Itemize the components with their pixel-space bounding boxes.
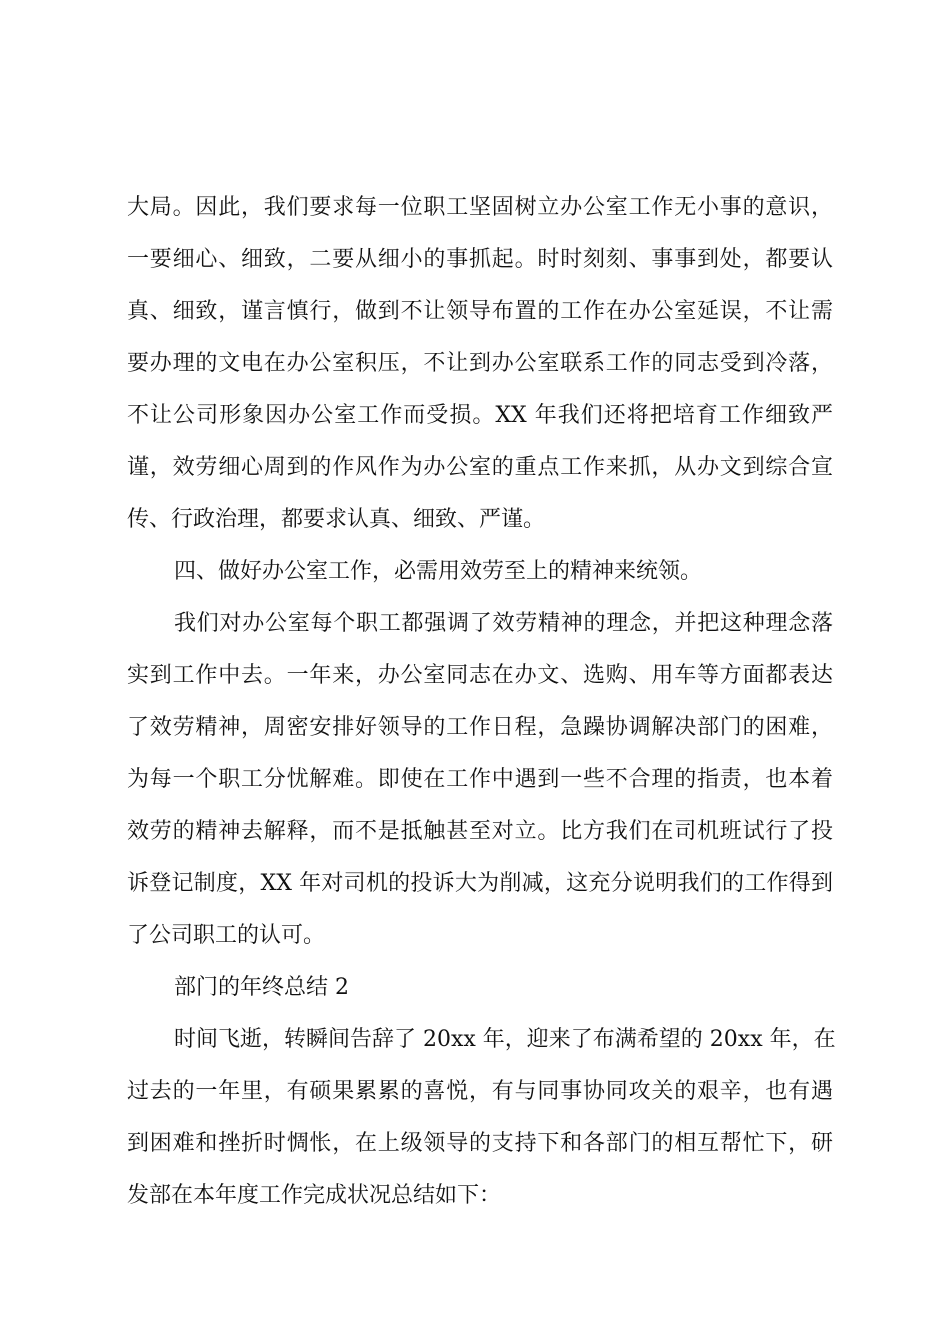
section-title: 部门的年终总结 2 [174, 975, 349, 1000]
paragraph-line: 发部在本年度工作完成状况总结如下： [127, 1183, 502, 1208]
section-title-summary-2 [127, 962, 833, 1014]
heading-line: 四、做好办公室工作，必需用效劳至上的精神来统领。 [174, 559, 703, 584]
paragraph-line: 不让公司形象因办公室工作而受损。XX 年我们还将把培育工作细致严 [127, 403, 833, 428]
paragraph-line: 真、细致，谨言慎行，做到不让领导布置的工作在办公室延误，不让需 [127, 299, 833, 324]
document-body [127, 182, 836, 1222]
paragraph-line: 了公司职工的认可。 [127, 923, 326, 948]
paragraph-line: 传、行政治理，都要求认真、细致、严谨。 [127, 507, 546, 532]
paragraph-line: 诉登记制度，XX 年对司机的投诉大为削减，这充分说明我们的工作得到 [127, 871, 833, 896]
paragraph-service [127, 598, 833, 962]
paragraph-rd-intro [127, 1014, 836, 1222]
paragraph-line: 效劳的精神去解释，而不是抵触甚至对立。比方我们在司机班试行了投 [127, 819, 833, 844]
paragraph-line: 时间飞逝，转瞬间告辞了 20xx 年，迎来了布满希望的 20xx 年，在 [174, 1027, 836, 1052]
paragraph-line: 我们对办公室每个职工都强调了效劳精神的理念，并把这种理念落 [174, 611, 833, 636]
paragraph-discipline [127, 182, 833, 546]
paragraph-line: 一要细心、细致，二要从细小的事抓起。时时刻刻、事事到处，都要认 [127, 247, 833, 272]
paragraph-line: 谨，效劳细心周到的作风作为办公室的重点工作来抓，从办文到综合宣 [127, 455, 833, 480]
paragraph-line: 大局。因此，我们要求每一位职工坚固树立办公室工作无小事的意识， [127, 195, 833, 220]
paragraph-line: 了效劳精神，周密安排好领导的工作日程，急躁协调解决部门的困难， [127, 715, 833, 740]
section-heading-four [127, 546, 833, 598]
paragraph-line: 到困难和挫折时惆怅，在上级领导的支持下和各部门的相互帮忙下，研 [127, 1131, 833, 1156]
paragraph-line: 为每一个职工分忧解难。即使在工作中遇到一些不合理的指责，也本着 [127, 767, 833, 792]
paragraph-line: 要办理的文电在办公室积压，不让到办公室联系工作的同志受到冷落， [127, 351, 833, 376]
paragraph-line: 实到工作中去。一年来，办公室同志在办文、选购、用车等方面都表达 [127, 663, 833, 688]
paragraph-line: 过去的一年里，有硕果累累的喜悦，有与同事协同攻关的艰辛，也有遇 [127, 1079, 833, 1104]
